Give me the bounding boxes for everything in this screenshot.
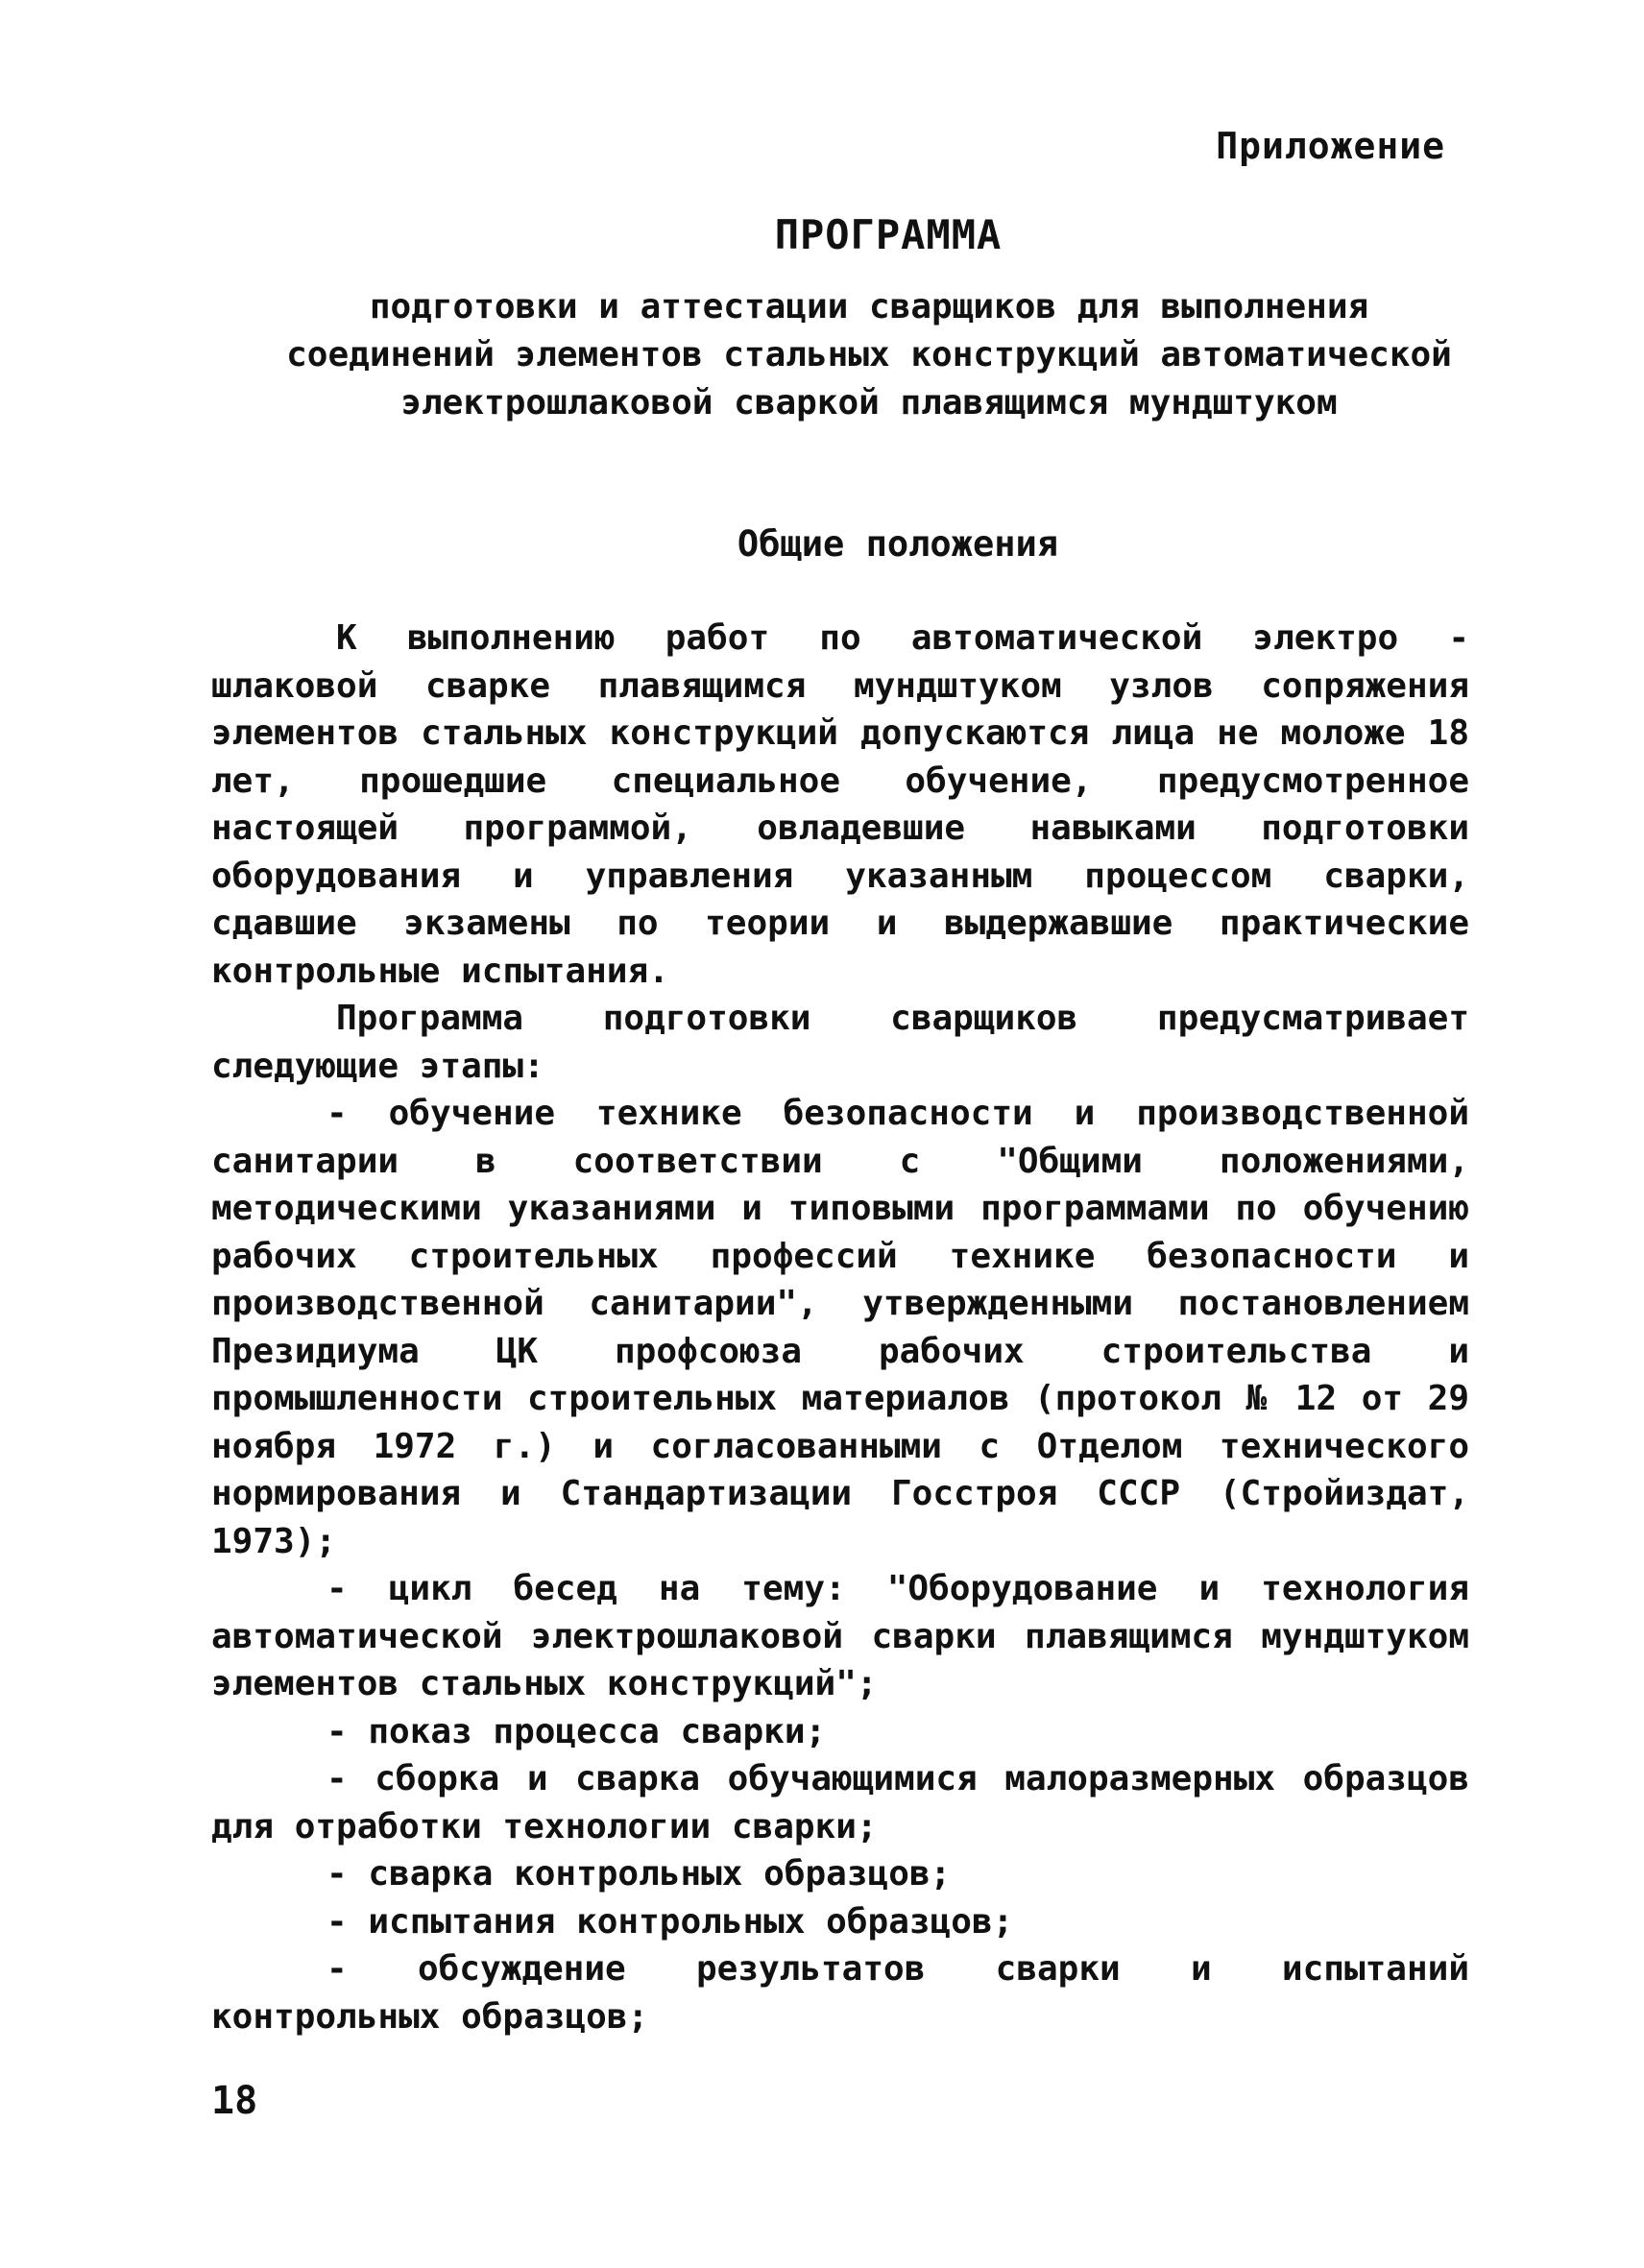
document-title: ПРОГРАММА bbox=[774, 211, 1003, 258]
list-item-demonstration: - показ процесса сварки; bbox=[326, 1711, 827, 1751]
list-item-testing: - испытания контрольных образцов; bbox=[326, 1901, 1014, 1942]
paragraph-admission: К выполнению работ по автоматической электро - шлаковой сварке плавящимся мундштуком узлов сопряжения элементов стальных конструкций допускаются лица не моложе 18 лет, прошедшие специальное обучение, предусмотренное настоящей программой, овладевшие навыками подготовки оборудования и управления указанным процессом сварки, сдавшие экзамены по теории и выдержавшие практические контрольные испытания. bbox=[211, 618, 1469, 991]
appendix-label: Приложение bbox=[1216, 125, 1445, 167]
document-subtitle: подготовки и аттестации сварщиков для выполнения соединений элементов стальных конструкций автоматической электрошлаковой сваркой плавящимся мундштуком bbox=[286, 287, 1452, 422]
list-item-safety-training: - обучение технике безопасности и производственной санитарии в соответствии с "Общими положениями, методическими указаниями и типовыми программами по обучению рабочих строительных профессий технике безопасности и производственной санитарии", утвержденными постановлением Президиума ЦК профсоюза рабочих строительства и промышленности строительных материалов (протокол № 12 от 29 ноября 1972 г.) и согласованными с Отделом технического нормирования и Стандартизации Госстроя СССР (Стройиздат, 1973); bbox=[211, 1094, 1469, 1561]
list-item-control-welding: - сварка контрольных образцов; bbox=[326, 1854, 952, 1894]
list-item-discussion: - обсуждение результатов сварки и испытаний контрольных образцов; bbox=[211, 1949, 1469, 2037]
document-page bbox=[211, 115, 1469, 2170]
body-text bbox=[211, 615, 1469, 2040]
section-heading: Общие положения bbox=[737, 523, 1059, 565]
list-item-lectures: - цикл бесед на тему: "Оборудование и технология автоматической электрошлаковой сварки плавящимся мундштуком элементов стальных конструкций"; bbox=[211, 1569, 1469, 1703]
paragraph-stages-intro: Программа подготовки сварщиков предусматривает следующие этапы: bbox=[211, 999, 1469, 1086]
page-number: 18 bbox=[211, 2079, 258, 2123]
list-item-sample-welding: - сборка и сварка обучающимися малоразмерных образцов для отработки технологии сварки; bbox=[211, 1759, 1469, 1846]
